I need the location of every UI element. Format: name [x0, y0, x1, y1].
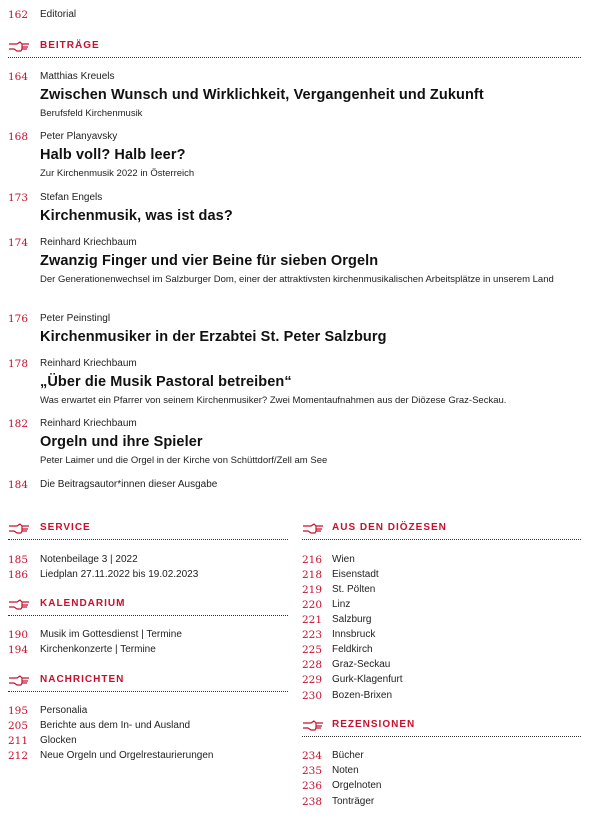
section-header-dioezesen — [302, 522, 581, 540]
page-number: 194 — [8, 644, 29, 656]
section-header-kalendarium — [8, 598, 288, 616]
list-item[interactable] — [8, 735, 288, 750]
list-item[interactable] — [8, 629, 288, 644]
item-label: Innsbruck — [332, 629, 376, 640]
list-item[interactable] — [302, 569, 581, 584]
list-item[interactable] — [302, 599, 581, 614]
dotted-divider — [8, 615, 288, 616]
list-item[interactable] — [302, 614, 581, 629]
pointing-hand-icon — [8, 41, 30, 53]
page-number: 235 — [302, 765, 323, 777]
item-label: Personalia — [40, 705, 88, 716]
page-number: 230 — [302, 690, 323, 702]
list-item[interactable] — [302, 796, 581, 811]
pointing-hand-icon — [302, 523, 324, 535]
list-item[interactable] — [302, 629, 581, 644]
item-label: Wien — [332, 554, 355, 565]
page-number: 184 — [8, 479, 29, 491]
list-item[interactable] — [302, 674, 581, 689]
item-label: Linz — [332, 599, 351, 610]
article-author: Peter Planyavsky — [40, 131, 118, 142]
section-title: AUS DEN DIÖZESEN — [332, 522, 447, 533]
section-title: BEITRÄGE — [40, 40, 100, 51]
page-number: 219 — [302, 584, 323, 596]
list-item[interactable] — [8, 750, 288, 765]
list-item[interactable] — [302, 584, 581, 599]
authors-list-link[interactable]: Die Beitragsautor*innen dieser Ausgabe — [40, 479, 218, 490]
dotted-divider — [8, 691, 288, 692]
page-number: 182 — [8, 418, 29, 430]
article-title[interactable]: Kirchenmusiker in der Erzabtei St. Peter Salzburg — [40, 329, 387, 345]
pointing-hand-icon — [8, 599, 30, 611]
dotted-divider — [302, 736, 581, 737]
list-item[interactable] — [8, 720, 288, 735]
article-author: Reinhard Kriechbaum — [40, 418, 137, 429]
section-title: NACHRICHTEN — [40, 674, 125, 685]
page-number: 195 — [8, 705, 29, 717]
page-number: 173 — [8, 192, 29, 204]
page-number: 225 — [302, 644, 323, 656]
section-title: KALENDARIUM — [40, 598, 126, 609]
page-number: 164 — [8, 71, 29, 83]
list-item[interactable] — [8, 554, 288, 569]
list-item[interactable] — [8, 705, 288, 720]
section-header-rezensionen — [302, 719, 581, 737]
item-label: Tonträger — [332, 796, 375, 807]
page-number: 220 — [302, 599, 323, 611]
item-label: Feldkirch — [332, 644, 373, 655]
list-item[interactable] — [302, 765, 581, 780]
page-number: 211 — [8, 735, 29, 747]
item-label: Neue Orgeln und Orgelrestaurierungen — [40, 750, 214, 761]
page-number: 174 — [8, 237, 29, 249]
article-title[interactable]: „Über die Musik Pastoral betreiben“ — [40, 374, 292, 390]
item-label: Musik im Gottesdienst | Termine — [40, 629, 182, 640]
section-title: REZENSIONEN — [332, 719, 416, 730]
article-author: Reinhard Kriechbaum — [40, 358, 137, 369]
list-item[interactable] — [302, 750, 581, 765]
section-header-service — [8, 522, 288, 540]
page-number: 236 — [302, 780, 323, 792]
list-item[interactable] — [8, 569, 288, 584]
item-label: Kirchenkonzerte | Termine — [40, 644, 156, 655]
dotted-divider — [302, 539, 581, 540]
item-label: Noten — [332, 765, 359, 776]
item-label: Orgelnoten — [332, 780, 382, 791]
item-label: Salzburg — [332, 614, 372, 625]
item-label: Glocken — [40, 735, 77, 746]
page-number: 228 — [302, 659, 323, 671]
page-number: 168 — [8, 131, 29, 143]
dotted-divider — [8, 539, 288, 540]
item-label: Graz-Seckau — [332, 659, 391, 670]
list-item[interactable] — [302, 554, 581, 569]
pointing-hand-icon — [8, 523, 30, 535]
page-number: 216 — [302, 554, 323, 566]
item-label: St. Pölten — [332, 584, 376, 595]
page-number: 185 — [8, 554, 29, 566]
page-number: 223 — [302, 629, 323, 641]
page-number: 221 — [302, 614, 323, 626]
page-number: 212 — [8, 750, 29, 762]
article-subtitle: Der Generationenwechsel im Salzburger Dom, einer der attraktivsten kirchenmusikalischen Arbeitsplätze in unserem Land — [40, 274, 554, 285]
article-author: Stefan Engels — [40, 192, 103, 203]
pointing-hand-icon — [8, 675, 30, 687]
page-number: 238 — [302, 796, 323, 808]
page-number-editorial: 162 — [8, 9, 29, 21]
page-number: 229 — [302, 674, 323, 686]
article-title[interactable]: Zwanzig Finger und vier Beine für sieben Orgeln — [40, 253, 379, 269]
article-title[interactable]: Orgeln und ihre Spieler — [40, 434, 203, 450]
item-label: Berichte aus dem In- und Ausland — [40, 720, 191, 731]
item-label: Bozen-Brixen — [332, 690, 393, 701]
dotted-divider — [8, 57, 581, 58]
page-number: 186 — [8, 569, 29, 581]
item-label: Liedplan 27.11.2022 bis 19.02.2023 — [40, 569, 199, 580]
list-item[interactable] — [302, 644, 581, 659]
article-subtitle: Was erwartet ein Pfarrer von seinem Kirchenmusiker? Zwei Momentaufnahmen aus der Diözese Graz-Seckau. — [40, 395, 507, 406]
page-number: 190 — [8, 629, 29, 641]
list-item[interactable] — [302, 659, 581, 674]
article-subtitle: Zur Kirchenmusik 2022 in Österreich — [40, 168, 195, 179]
article-subtitle: Berufsfeld Kirchenmusik — [40, 108, 143, 119]
page-number: 205 — [8, 720, 29, 732]
editorial-link[interactable]: Editorial — [40, 9, 77, 20]
pointing-hand-icon — [302, 720, 324, 732]
article-subtitle: Peter Laimer und die Orgel in der Kirche von Schüttdorf/Zell am See — [40, 455, 328, 466]
article-title[interactable]: Zwischen Wunsch und Wirklichkeit, Vergangenheit und Zukunft — [40, 87, 484, 103]
list-item[interactable] — [302, 780, 581, 795]
section-header-beitraege — [8, 40, 581, 58]
item-label: Bücher — [332, 750, 364, 761]
article-author: Reinhard Kriechbaum — [40, 237, 137, 248]
list-item[interactable] — [8, 644, 288, 659]
item-label: Eisenstadt — [332, 569, 379, 580]
section-title: SERVICE — [40, 522, 91, 533]
page-number: 218 — [302, 569, 323, 581]
item-label: Notenbeilage 3 | 2022 — [40, 554, 138, 565]
item-label: Gurk-Klagenfurt — [332, 674, 403, 685]
article-author: Peter Peinstingl — [40, 313, 111, 324]
article-author: Matthias Kreuels — [40, 71, 115, 82]
page-number: 178 — [8, 358, 29, 370]
article-title[interactable]: Halb voll? Halb leer? — [40, 147, 186, 163]
section-header-nachrichten — [8, 674, 288, 692]
page-number: 176 — [8, 313, 29, 325]
article-title[interactable]: Kirchenmusik, was ist das? — [40, 208, 233, 224]
list-item[interactable] — [302, 690, 581, 705]
page-number: 234 — [302, 750, 323, 762]
